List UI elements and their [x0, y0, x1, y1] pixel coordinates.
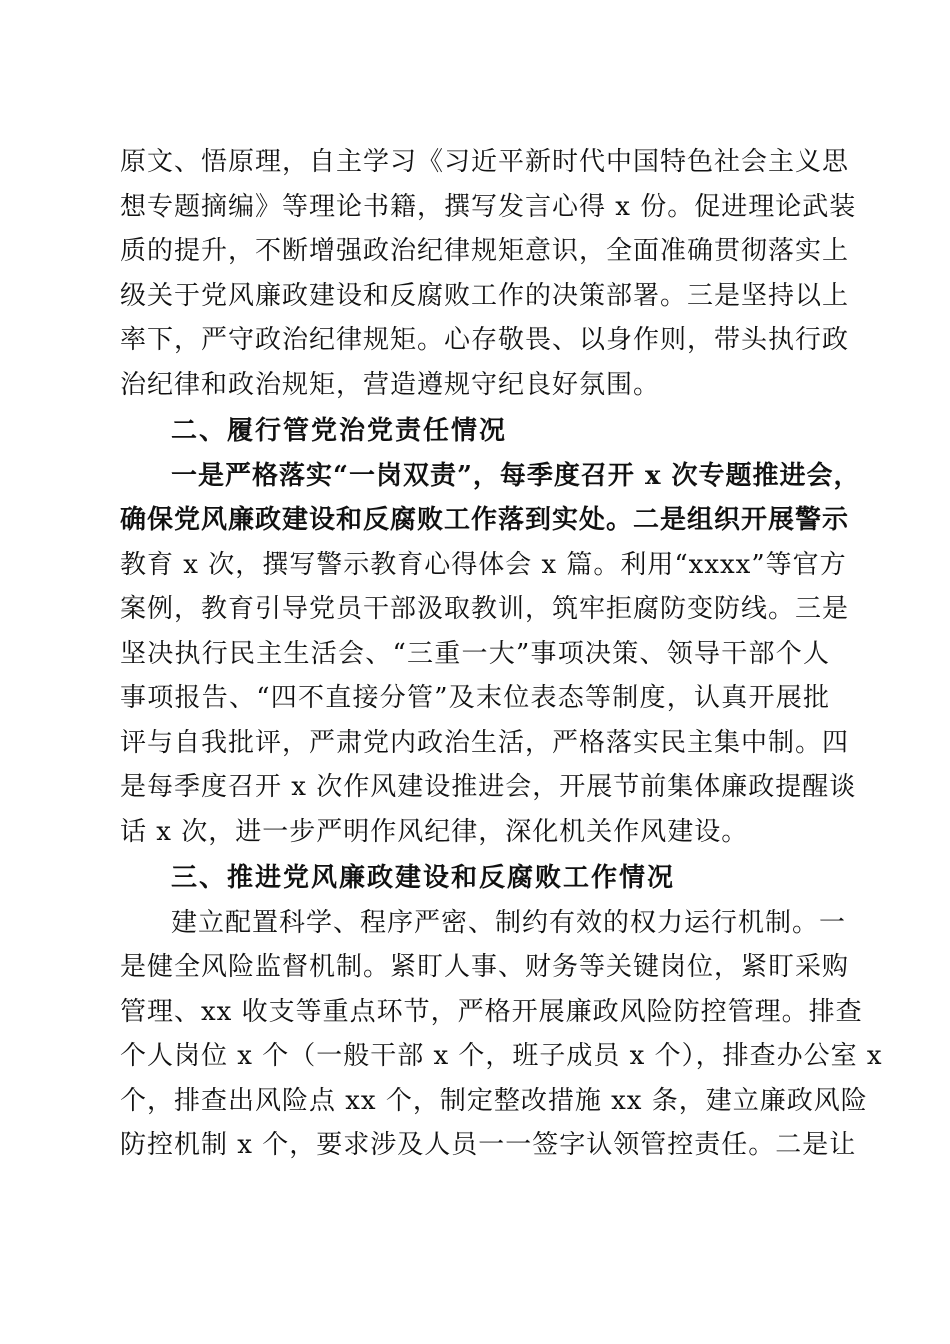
paragraph-line: 评与自我批评，严肃党内政治生活，严格落实民主集中制。四	[120, 728, 850, 758]
paragraph-line: 案例，教育引导党员干部汲取教训，筑牢拒腐防变防线。三是	[120, 594, 850, 624]
paragraph-line: 原文、悟原理，自主学习《习近平新时代中国特色社会主义思	[120, 147, 850, 177]
paragraph-line: 确保党风廉政建设和反腐败工作落到实处。二是组织开展警示	[120, 505, 850, 535]
paragraph-line: 个，排查出风险点 xx 个，制定整改措施 xx 条，建立廉政风险	[120, 1086, 868, 1116]
paragraph-line: 治纪律和政治规矩，营造遵规守纪良好氛围。	[120, 370, 661, 400]
paragraph-line: 一是严格落实“一岗双责”，每季度召开 x 次专题推进会，	[171, 461, 861, 491]
paragraph-line: 是健全风险监督机制。紧盯人事、财务等关键岗位，紧盯采购	[120, 952, 850, 982]
paragraph-line: 管理、xx 收支等重点环节，严格开展廉政风险防控管理。排查	[120, 997, 863, 1027]
paragraph-line: 坚决执行民主生活会、“三重一大”事项决策、领导干部个人	[120, 639, 830, 669]
paragraph-line: 教育 x 次，撰写警示教育心得体会 x 篇。利用“xxxx”等官方	[120, 550, 847, 580]
paragraph-line: 是每季度召开 x 次作风建设推进会，开展节前集体廉政提醒谈	[120, 772, 857, 802]
paragraph-line: 建立配置科学、程序严密、制约有效的权力运行机制。一	[171, 908, 847, 938]
paragraph-line: 级关于党风廉政建设和反腐败工作的决策部署。三是坚持以上	[120, 281, 850, 311]
paragraph-line: 话 x 次，进一步严明作风纪律，深化机关作风建设。	[120, 817, 749, 847]
paragraph-line: 质的提升，不断增强政治纪律规矩意识，全面准确贯彻落实上	[120, 236, 850, 266]
paragraph-line: 防控机制 x 个，要求涉及人员一一签字认领管控责任。二是让	[120, 1130, 857, 1160]
paragraph-line: 个人岗位 x 个（一般干部 x 个，班子成员 x 个），排查办公室 x	[120, 1041, 883, 1071]
paragraph-line: 想专题摘编》等理论书籍，撰写发言心得 x 份。促进理论武装	[120, 192, 857, 222]
section-heading-3: 三、推进党风廉政建设和反腐败工作情况	[171, 863, 676, 893]
section-heading-2: 二、履行管党治党责任情况	[171, 416, 508, 446]
paragraph-line: 事项报告、“四不直接分管”及末位表态等制度，认真开展批	[120, 683, 830, 713]
paragraph-line: 率下，严守政治纪律规矩。心存敬畏、以身作则，带头执行政	[120, 325, 850, 355]
